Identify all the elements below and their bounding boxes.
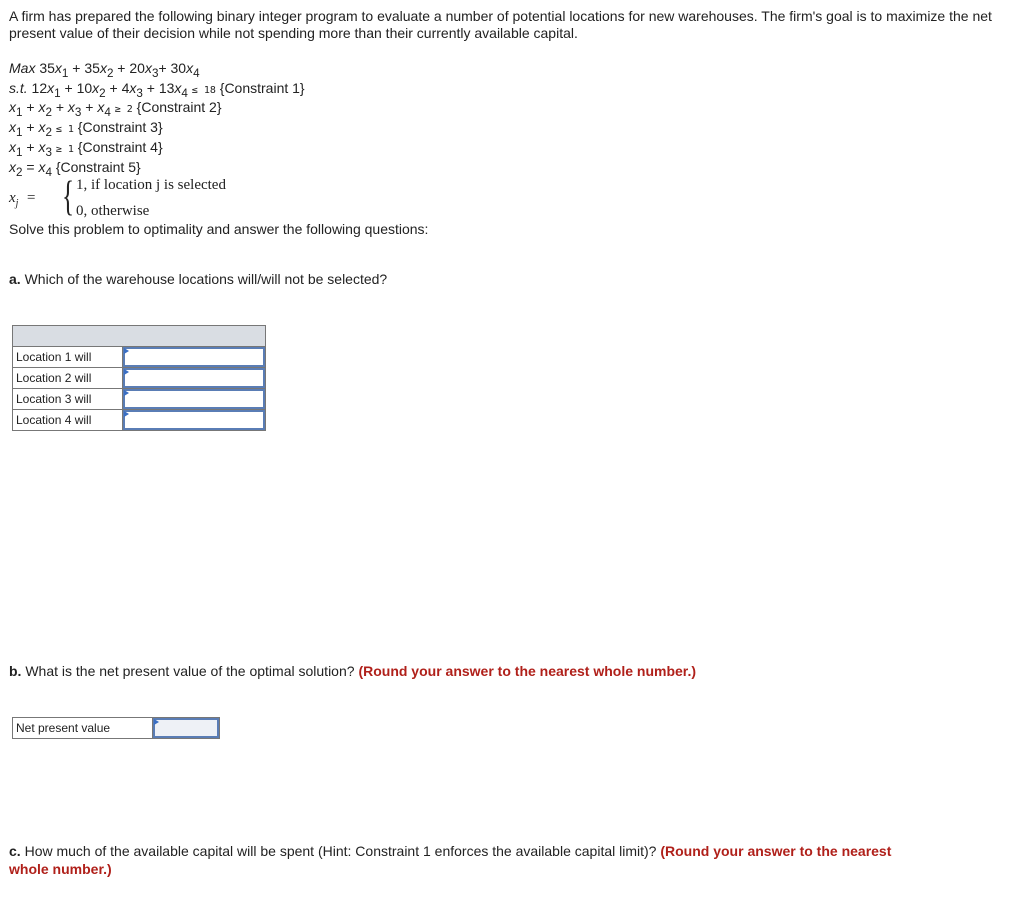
- location-4-input[interactable]: [123, 410, 265, 430]
- constraint-2: $x_1 + x_2 + x_3 + x_4 \ge 2$ {Constraint 2}: [9, 99, 222, 119]
- location-1-input[interactable]: [123, 347, 265, 367]
- table-row: Location 3 will: [13, 389, 266, 410]
- table-row: Location 4 will: [13, 410, 266, 431]
- location-3-input[interactable]: [123, 389, 265, 409]
- question-c: c. How much of the available capital will be spent (Hint: Constraint 1 enforces the available capital limit)? (Round your answer to the nearest whole number.): [9, 843, 892, 877]
- brace: {: [62, 174, 75, 220]
- solve-text: Solve this problem to optimality and answer the following questions:: [9, 221, 429, 237]
- constraint-4: $x_1 + x_3 \ge 1$ {Constraint 4}: [9, 139, 163, 159]
- constraint-1: s.t. $12x_1 + 10x_2 + 4x_3 + 13x_4 \le 18$ {Constraint 1}: [9, 80, 305, 100]
- location-2-input[interactable]: [123, 368, 265, 388]
- constraint-5: $x_2 = x_4$ {Constraint 5}: [9, 159, 141, 179]
- case-1: 1, if location j is selected: [76, 177, 226, 193]
- table-row: Location 1 will: [13, 347, 266, 368]
- npv-input[interactable]: [153, 718, 219, 738]
- table-row: Location 2 will: [13, 368, 266, 389]
- xj-definition: $x_j$ =: [9, 190, 37, 209]
- case-2: 0, otherwise: [76, 203, 150, 219]
- table-row: Net present value: [13, 718, 220, 739]
- objective: Max $35x_1 + 35x_2 + 20x_3+ 30x_4$: [9, 60, 200, 80]
- answer-table-a: [12, 325, 266, 431]
- question-b: b. What is the net present value of the optimal solution? (Round your answer to the nearest whole number.): [9, 663, 697, 679]
- table-header: [13, 326, 266, 347]
- question-a: a. Which of the warehouse locations will/will not be selected?: [9, 271, 388, 287]
- answer-table-b: [12, 717, 220, 739]
- constraint-3: $x_1 + x_2 \le 1$ {Constraint 3}: [9, 119, 163, 139]
- problem-intro: A firm has prepared the following binary integer program to evaluate a number of potential locations for new warehouses. The firm's goal is to maximize the net present value of their decision while not spending more than their currently available capital.: [9, 8, 992, 41]
